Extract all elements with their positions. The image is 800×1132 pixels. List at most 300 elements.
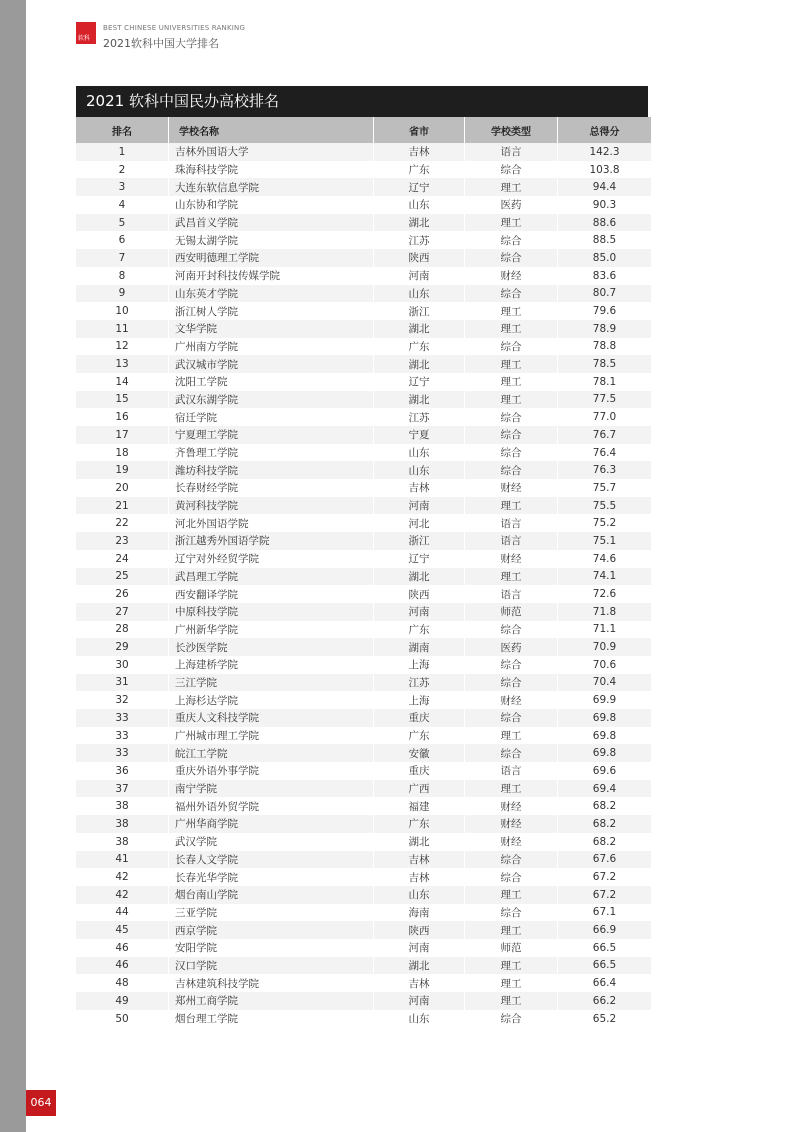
- table-row: [76, 249, 651, 267]
- cell-rank: 38: [76, 797, 169, 815]
- cell-score: 83.6: [558, 267, 652, 285]
- cell-province: 山东: [374, 461, 465, 479]
- table-row: [76, 886, 651, 904]
- cell-score: 103.8: [558, 161, 652, 179]
- cell-score: 68.2: [558, 797, 652, 815]
- cell-province: 江苏: [374, 408, 465, 426]
- cell-rank: 33: [76, 727, 169, 745]
- cell-province: 陕西: [374, 249, 465, 267]
- cell-school-name: 安阳学院: [169, 939, 374, 957]
- cell-score: 65.2: [558, 1010, 652, 1028]
- cell-school-type: 理工: [465, 886, 558, 904]
- cell-school-name: 重庆外语外事学院: [169, 762, 374, 780]
- cell-school-name: 重庆人文科技学院: [169, 709, 374, 727]
- cell-province: 河南: [374, 497, 465, 515]
- table-row: [76, 780, 651, 798]
- cell-province: 山东: [374, 444, 465, 462]
- cell-score: 77.5: [558, 391, 652, 409]
- cell-rank: 42: [76, 868, 169, 886]
- cell-rank: 3: [76, 178, 169, 196]
- table-row: [76, 514, 651, 532]
- cell-school-name: 武汉东湖学院: [169, 391, 374, 409]
- cell-school-type: 理工: [465, 727, 558, 745]
- cell-school-name: 辽宁对外经贸学院: [169, 550, 374, 568]
- table-row: [76, 320, 651, 338]
- cell-rank: 27: [76, 603, 169, 621]
- cell-score: 66.5: [558, 939, 652, 957]
- cell-school-name: 广州华商学院: [169, 815, 374, 833]
- cell-school-name: 珠海科技学院: [169, 161, 374, 179]
- cell-score: 69.8: [558, 727, 652, 745]
- cell-score: 75.7: [558, 479, 652, 497]
- cell-score: 75.1: [558, 532, 652, 550]
- cell-score: 142.3: [558, 143, 652, 161]
- cell-rank: 19: [76, 461, 169, 479]
- cell-rank: 28: [76, 621, 169, 639]
- cell-rank: 1: [76, 143, 169, 161]
- cell-school-name: 河南开封科技传媒学院: [169, 267, 374, 285]
- cell-school-name: 吉林建筑科技学院: [169, 974, 374, 992]
- cell-province: 山东: [374, 1010, 465, 1028]
- cell-rank: 10: [76, 302, 169, 320]
- table-row: [76, 196, 651, 214]
- cell-school-type: 理工: [465, 391, 558, 409]
- cell-province: 吉林: [374, 974, 465, 992]
- cell-province: 河北: [374, 514, 465, 532]
- table-row: [76, 921, 651, 939]
- cell-score: 75.2: [558, 514, 652, 532]
- header-title: 2021软科中国大学排名: [103, 37, 219, 50]
- cell-school-name: 西安明德理工学院: [169, 249, 374, 267]
- cell-province: 辽宁: [374, 178, 465, 196]
- cell-score: 88.5: [558, 231, 652, 249]
- cell-school-type: 语言: [465, 762, 558, 780]
- cell-rank: 2: [76, 161, 169, 179]
- cell-rank: 11: [76, 320, 169, 338]
- table-row: [76, 585, 651, 603]
- cell-province: 浙江: [374, 302, 465, 320]
- cell-school-type: 综合: [465, 461, 558, 479]
- cell-school-type: 综合: [465, 444, 558, 462]
- cell-score: 67.2: [558, 886, 652, 904]
- cell-school-type: 综合: [465, 285, 558, 303]
- cell-school-type: 综合: [465, 338, 558, 356]
- cell-school-type: 综合: [465, 231, 558, 249]
- cell-school-type: 综合: [465, 744, 558, 762]
- cell-province: 湖北: [374, 391, 465, 409]
- cell-rank: 37: [76, 780, 169, 798]
- table-row: [76, 815, 651, 833]
- cell-rank: 42: [76, 886, 169, 904]
- cell-score: 90.3: [558, 196, 652, 214]
- cell-school-type: 师范: [465, 603, 558, 621]
- cell-school-type: 综合: [465, 656, 558, 674]
- table-row: [76, 161, 651, 179]
- cell-province: 湖北: [374, 355, 465, 373]
- cell-score: 88.6: [558, 214, 652, 232]
- cell-rank: 17: [76, 426, 169, 444]
- table-row: [76, 338, 651, 356]
- cell-school-name: 齐鲁理工学院: [169, 444, 374, 462]
- cell-school-type: 财经: [465, 550, 558, 568]
- cell-school-type: 综合: [465, 621, 558, 639]
- cell-school-name: 宿迁学院: [169, 408, 374, 426]
- cell-score: 70.4: [558, 674, 652, 692]
- cell-rank: 29: [76, 638, 169, 656]
- cell-province: 辽宁: [374, 373, 465, 391]
- table-row: [76, 727, 651, 745]
- cell-school-name: 文华学院: [169, 320, 374, 338]
- cell-rank: 21: [76, 497, 169, 515]
- table-row: [76, 373, 651, 391]
- cell-province: 上海: [374, 691, 465, 709]
- cell-province: 海南: [374, 904, 465, 922]
- cell-school-name: 大连东软信息学院: [169, 178, 374, 196]
- table-row: [76, 974, 651, 992]
- cell-rank: 45: [76, 921, 169, 939]
- table-body: [76, 143, 651, 1027]
- cell-school-type: 语言: [465, 514, 558, 532]
- cell-school-type: 综合: [465, 851, 558, 869]
- cell-province: 陕西: [374, 921, 465, 939]
- table-row: [76, 1010, 651, 1028]
- cell-rank: 26: [76, 585, 169, 603]
- table-row: [76, 214, 651, 232]
- cell-school-name: 武昌首义学院: [169, 214, 374, 232]
- cell-province: 吉林: [374, 479, 465, 497]
- cell-province: 广东: [374, 338, 465, 356]
- cell-school-type: 理工: [465, 780, 558, 798]
- cell-school-name: 武昌理工学院: [169, 568, 374, 586]
- cell-score: 71.1: [558, 621, 652, 639]
- cell-rank: 7: [76, 249, 169, 267]
- cell-score: 70.9: [558, 638, 652, 656]
- cell-rank: 6: [76, 231, 169, 249]
- cell-school-type: 理工: [465, 921, 558, 939]
- cell-province: 山东: [374, 196, 465, 214]
- cell-score: 69.9: [558, 691, 652, 709]
- cell-school-name: 三亚学院: [169, 904, 374, 922]
- table-row: [76, 568, 651, 586]
- cell-school-name: 广州南方学院: [169, 338, 374, 356]
- cell-score: 76.3: [558, 461, 652, 479]
- col-header-province: 省市: [374, 117, 465, 143]
- cell-province: 河南: [374, 603, 465, 621]
- cell-score: 75.5: [558, 497, 652, 515]
- cell-school-type: 理工: [465, 497, 558, 515]
- cell-rank: 13: [76, 355, 169, 373]
- table-row: [76, 302, 651, 320]
- cell-rank: 8: [76, 267, 169, 285]
- cell-school-type: 医药: [465, 638, 558, 656]
- col-header-rank: 排名: [76, 117, 169, 143]
- table-title: 2021 软科中国民办高校排名: [76, 86, 648, 117]
- cell-score: 66.4: [558, 974, 652, 992]
- table-row: [76, 656, 651, 674]
- cell-score: 72.6: [558, 585, 652, 603]
- cell-province: 广东: [374, 161, 465, 179]
- cell-school-type: 财经: [465, 267, 558, 285]
- table-row: [76, 355, 651, 373]
- cell-rank: 23: [76, 532, 169, 550]
- table-row: [76, 444, 651, 462]
- cell-score: 78.9: [558, 320, 652, 338]
- cell-school-name: 浙江越秀外国语学院: [169, 532, 374, 550]
- cell-school-name: 中原科技学院: [169, 603, 374, 621]
- cell-school-name: 皖江工学院: [169, 744, 374, 762]
- cell-score: 78.5: [558, 355, 652, 373]
- cell-score: 68.2: [558, 815, 652, 833]
- cell-score: 70.6: [558, 656, 652, 674]
- cell-school-type: 财经: [465, 479, 558, 497]
- cell-province: 吉林: [374, 143, 465, 161]
- table-row: [76, 408, 651, 426]
- table-row: [76, 992, 651, 1010]
- cell-rank: 48: [76, 974, 169, 992]
- cell-rank: 20: [76, 479, 169, 497]
- cell-province: 湖北: [374, 214, 465, 232]
- table-row: [76, 143, 651, 161]
- table-row: [76, 868, 651, 886]
- brand-logo-text: 软科: [78, 35, 91, 42]
- cell-school-type: 综合: [465, 408, 558, 426]
- table-row: [76, 532, 651, 550]
- cell-score: 67.1: [558, 904, 652, 922]
- cell-score: 66.9: [558, 921, 652, 939]
- table-row: [76, 904, 651, 922]
- cell-score: 66.5: [558, 957, 652, 975]
- cell-province: 上海: [374, 656, 465, 674]
- table-row: [76, 461, 651, 479]
- cell-school-type: 语言: [465, 143, 558, 161]
- cell-score: 67.2: [558, 868, 652, 886]
- cell-province: 山东: [374, 285, 465, 303]
- cell-school-type: 理工: [465, 214, 558, 232]
- cell-school-name: 广州城市理工学院: [169, 727, 374, 745]
- cell-rank: 24: [76, 550, 169, 568]
- cell-rank: 5: [76, 214, 169, 232]
- cell-school-type: 财经: [465, 815, 558, 833]
- table-row: [76, 178, 651, 196]
- cell-province: 湖北: [374, 320, 465, 338]
- cell-school-name: 河北外国语学院: [169, 514, 374, 532]
- cell-school-type: 综合: [465, 709, 558, 727]
- cell-rank: 49: [76, 992, 169, 1010]
- cell-province: 湖北: [374, 957, 465, 975]
- table-row: [76, 285, 651, 303]
- col-header-name: 学校名称: [169, 117, 374, 143]
- cell-school-type: 理工: [465, 974, 558, 992]
- cell-rank: 44: [76, 904, 169, 922]
- cell-province: 河南: [374, 267, 465, 285]
- cell-school-type: 综合: [465, 161, 558, 179]
- cell-rank: 46: [76, 939, 169, 957]
- col-header-type: 学校类型: [465, 117, 558, 143]
- cell-score: 77.0: [558, 408, 652, 426]
- cell-school-name: 沈阳工学院: [169, 373, 374, 391]
- table-row: [76, 550, 651, 568]
- cell-school-type: 财经: [465, 691, 558, 709]
- cell-school-type: 综合: [465, 1010, 558, 1028]
- table-row: [76, 603, 651, 621]
- cell-school-type: 综合: [465, 249, 558, 267]
- cell-score: 69.6: [558, 762, 652, 780]
- table-row: [76, 691, 651, 709]
- cell-rank: 16: [76, 408, 169, 426]
- cell-rank: 31: [76, 674, 169, 692]
- cell-rank: 33: [76, 744, 169, 762]
- cell-rank: 41: [76, 851, 169, 869]
- cell-school-type: 理工: [465, 992, 558, 1010]
- cell-province: 山东: [374, 886, 465, 904]
- cell-score: 67.6: [558, 851, 652, 869]
- cell-province: 广西: [374, 780, 465, 798]
- cell-school-name: 武汉城市学院: [169, 355, 374, 373]
- table-row: [76, 497, 651, 515]
- table-row: [76, 762, 651, 780]
- table-row: [76, 267, 651, 285]
- table-row: [76, 621, 651, 639]
- cell-score: 66.2: [558, 992, 652, 1010]
- ranking-table: [76, 117, 651, 1027]
- cell-school-type: 师范: [465, 939, 558, 957]
- cell-province: 江苏: [374, 231, 465, 249]
- cell-school-name: 长沙医学院: [169, 638, 374, 656]
- cell-rank: 15: [76, 391, 169, 409]
- cell-score: 74.1: [558, 568, 652, 586]
- cell-score: 68.2: [558, 833, 652, 851]
- cell-province: 广东: [374, 621, 465, 639]
- table-row: [76, 674, 651, 692]
- cell-score: 79.6: [558, 302, 652, 320]
- cell-school-name: 长春光华学院: [169, 868, 374, 886]
- cell-school-name: 山东英才学院: [169, 285, 374, 303]
- cell-province: 重庆: [374, 762, 465, 780]
- cell-province: 福建: [374, 797, 465, 815]
- cell-score: 94.4: [558, 178, 652, 196]
- cell-school-name: 三江学院: [169, 674, 374, 692]
- cell-school-type: 综合: [465, 426, 558, 444]
- cell-province: 辽宁: [374, 550, 465, 568]
- cell-school-type: 医药: [465, 196, 558, 214]
- cell-school-type: 理工: [465, 320, 558, 338]
- ranking-table-container: [76, 86, 648, 1027]
- cell-province: 安徽: [374, 744, 465, 762]
- cell-school-type: 理工: [465, 355, 558, 373]
- cell-school-type: 语言: [465, 585, 558, 603]
- cell-score: 69.8: [558, 709, 652, 727]
- cell-school-type: 综合: [465, 904, 558, 922]
- table-row: [76, 709, 651, 727]
- cell-score: 69.4: [558, 780, 652, 798]
- cell-school-name: 吉林外国语大学: [169, 143, 374, 161]
- cell-province: 浙江: [374, 532, 465, 550]
- cell-score: 69.8: [558, 744, 652, 762]
- cell-score: 76.4: [558, 444, 652, 462]
- cell-score: 71.8: [558, 603, 652, 621]
- cell-school-name: 南宁学院: [169, 780, 374, 798]
- cell-province: 湖北: [374, 568, 465, 586]
- cell-score: 76.7: [558, 426, 652, 444]
- cell-province: 广东: [374, 815, 465, 833]
- cell-province: 吉林: [374, 851, 465, 869]
- cell-school-type: 财经: [465, 797, 558, 815]
- cell-score: 78.8: [558, 338, 652, 356]
- cell-rank: 30: [76, 656, 169, 674]
- cell-school-name: 西京学院: [169, 921, 374, 939]
- cell-score: 80.7: [558, 285, 652, 303]
- cell-school-name: 长春人文学院: [169, 851, 374, 869]
- cell-school-name: 上海建桥学院: [169, 656, 374, 674]
- cell-rank: 18: [76, 444, 169, 462]
- cell-rank: 33: [76, 709, 169, 727]
- cell-score: 74.6: [558, 550, 652, 568]
- table-row: [76, 797, 651, 815]
- table-row: [76, 744, 651, 762]
- cell-rank: 12: [76, 338, 169, 356]
- cell-school-name: 长春财经学院: [169, 479, 374, 497]
- cell-school-type: 财经: [465, 833, 558, 851]
- cell-school-type: 综合: [465, 868, 558, 886]
- side-strip: [0, 0, 26, 1132]
- cell-score: 78.1: [558, 373, 652, 391]
- cell-province: 吉林: [374, 868, 465, 886]
- table-row: [76, 939, 651, 957]
- cell-province: 江苏: [374, 674, 465, 692]
- cell-province: 河南: [374, 939, 465, 957]
- cell-province: 重庆: [374, 709, 465, 727]
- cell-rank: 46: [76, 957, 169, 975]
- table-row: [76, 231, 651, 249]
- cell-score: 85.0: [558, 249, 652, 267]
- table-row: [76, 391, 651, 409]
- cell-school-name: 武汉学院: [169, 833, 374, 851]
- table-row: [76, 479, 651, 497]
- table-row: [76, 638, 651, 656]
- cell-school-name: 西安翻译学院: [169, 585, 374, 603]
- cell-school-name: 黄河科技学院: [169, 497, 374, 515]
- cell-rank: 22: [76, 514, 169, 532]
- table-row: [76, 833, 651, 851]
- cell-school-name: 山东协和学院: [169, 196, 374, 214]
- cell-school-type: 综合: [465, 674, 558, 692]
- cell-province: 陕西: [374, 585, 465, 603]
- cell-rank: 38: [76, 833, 169, 851]
- cell-province: 湖南: [374, 638, 465, 656]
- page-number: 064: [26, 1090, 56, 1116]
- cell-province: 广东: [374, 727, 465, 745]
- cell-rank: 36: [76, 762, 169, 780]
- cell-school-type: 语言: [465, 532, 558, 550]
- table-header-row: [76, 117, 651, 143]
- cell-school-name: 广州新华学院: [169, 621, 374, 639]
- cell-school-name: 潍坊科技学院: [169, 461, 374, 479]
- cell-school-type: 理工: [465, 957, 558, 975]
- cell-rank: 9: [76, 285, 169, 303]
- cell-school-name: 福州外语外贸学院: [169, 797, 374, 815]
- cell-rank: 4: [76, 196, 169, 214]
- table-row: [76, 957, 651, 975]
- cell-school-name: 浙江树人学院: [169, 302, 374, 320]
- cell-rank: 14: [76, 373, 169, 391]
- cell-rank: 32: [76, 691, 169, 709]
- cell-school-type: 理工: [465, 302, 558, 320]
- cell-school-type: 理工: [465, 178, 558, 196]
- cell-school-name: 烟台理工学院: [169, 1010, 374, 1028]
- cell-school-name: 汉口学院: [169, 957, 374, 975]
- table-row: [76, 851, 651, 869]
- cell-school-name: 宁夏理工学院: [169, 426, 374, 444]
